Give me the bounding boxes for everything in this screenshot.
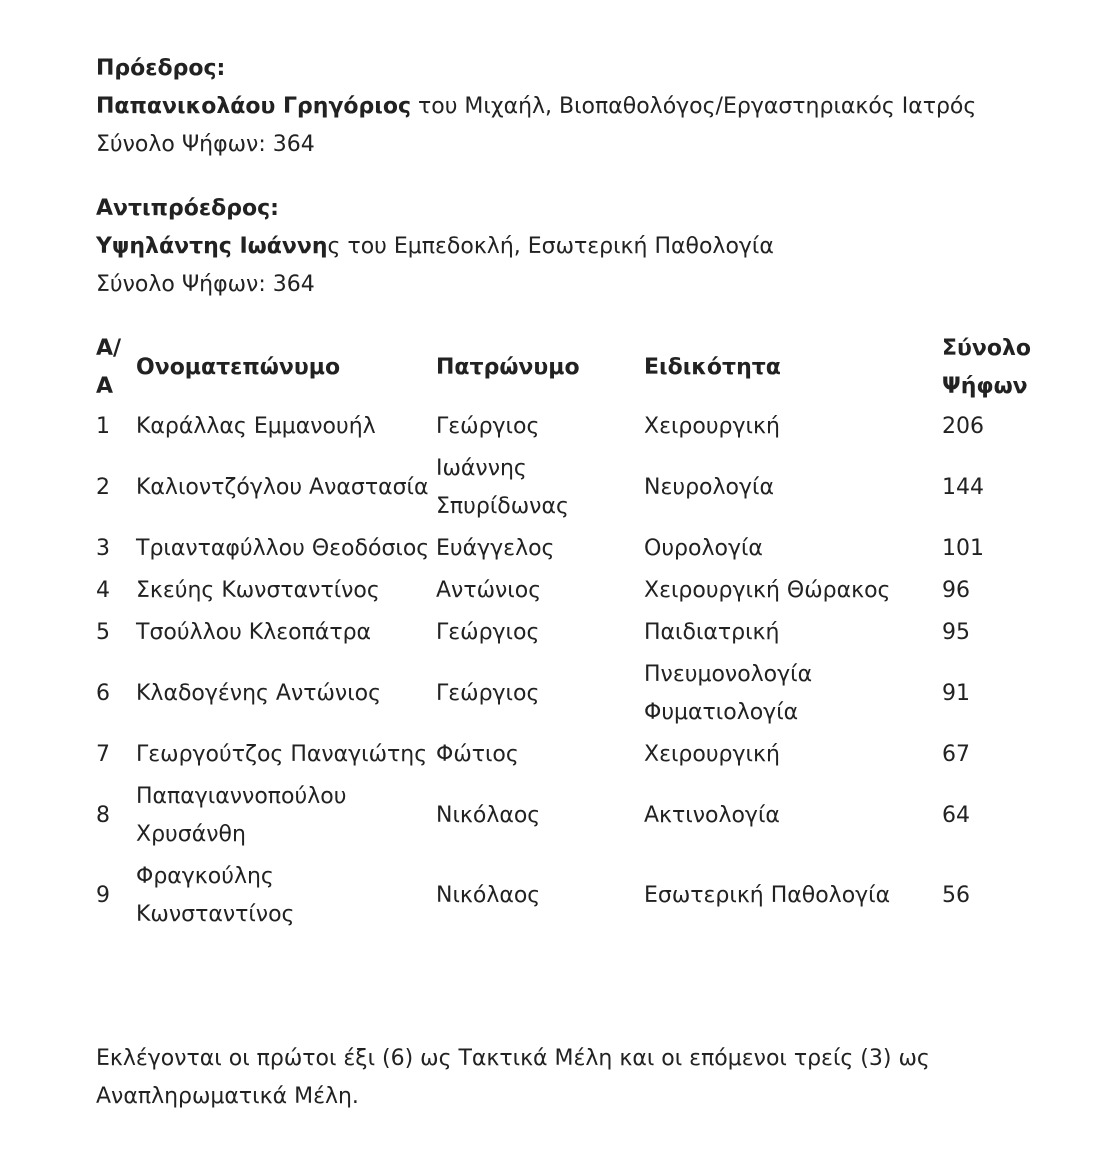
results-table [96, 330, 1042, 936]
table-row [96, 856, 1042, 936]
cell-votes: 101 [942, 536, 984, 561]
cell-specialty: Πνευμονολογία Φυματιολογία [644, 662, 813, 725]
cell-votes: 91 [942, 681, 970, 706]
cell-father: Φώτιος [436, 742, 519, 767]
cell-name: Παπαγιαννοπούλου Χρυσάνθη [136, 784, 347, 847]
vice-president-block [96, 190, 1056, 304]
cell-votes: 96 [942, 578, 970, 603]
cell-father: Γεώργιος [436, 414, 540, 439]
cell-index: 8 [96, 803, 110, 828]
header-specialty: Ειδικότητα [644, 355, 781, 380]
cell-father: Γεώργιος [436, 681, 540, 706]
cell-specialty: Χειρουργική [644, 742, 780, 767]
table-row [96, 654, 1042, 734]
header-name: Ονοματεπώνυμο [136, 355, 341, 380]
table-row [96, 570, 1042, 612]
president-name: Παπανικολάου Γρηγόριος [96, 94, 412, 119]
footer-note: Εκλέγονται οι πρώτοι έξι (6) ως Τακτικά Μέλη και οι επόμενοι τρείς (3) ως Αναπληρωματικά Μέλη. [96, 1046, 930, 1109]
table-row [96, 528, 1042, 570]
cell-index: 5 [96, 620, 110, 645]
header-index: Α/Α [96, 336, 122, 399]
cell-father: Ευάγγελος [436, 536, 555, 561]
table-row [96, 406, 1042, 448]
cell-index: 1 [96, 414, 110, 439]
header-votes: Σύνολο Ψήφων [942, 336, 1032, 399]
cell-father: Γεώργιος [436, 620, 540, 645]
cell-name: Τριανταφύλλου Θεοδόσιος [136, 536, 430, 561]
cell-name: Καράλλας Εμμανουήλ [136, 414, 376, 439]
cell-votes: 64 [942, 803, 970, 828]
vice-president-details: ς του Εμπεδοκλή, Εσωτερική Παθολογία [327, 234, 774, 259]
cell-name: Φραγκούλης Κωνσταντίνος [136, 864, 295, 927]
president-line [96, 88, 1056, 126]
president-block [96, 50, 1056, 164]
cell-index: 4 [96, 578, 110, 603]
cell-index: 2 [96, 475, 110, 500]
cell-specialty: Ουρολογία [644, 536, 763, 561]
cell-specialty: Ακτινολογία [644, 803, 780, 828]
cell-specialty: Παιδιατρική [644, 620, 780, 645]
table-header-row [96, 330, 1042, 406]
cell-index: 3 [96, 536, 110, 561]
document-body [96, 50, 1056, 304]
president-details: του Μιχαήλ, Βιοπαθολόγος/Εργαστηριακός Ιατρός [411, 94, 977, 119]
cell-specialty: Χειρουργική Θώρακος [644, 578, 891, 603]
cell-name: Τσούλλου Κλεοπάτρα [136, 620, 372, 645]
cell-specialty: Νευρολογία [644, 475, 774, 500]
cell-father: Νικόλαος [436, 883, 541, 908]
header-father: Πατρώνυμο [436, 355, 580, 380]
cell-votes: 95 [942, 620, 970, 645]
vice-president-name: Υψηλάντης Ιωάννη [96, 234, 328, 259]
cell-index: 7 [96, 742, 110, 767]
cell-name: Κλαδογένης Αντώνιος [136, 681, 382, 706]
president-votes: Σύνολο Ψήφων: 364 [96, 132, 315, 157]
table-row [96, 734, 1042, 776]
table-row [96, 448, 1042, 528]
president-title: Πρόεδρος: [96, 56, 226, 81]
vice-president-title: Αντιπρόεδρος: [96, 196, 279, 221]
vice-president-line [96, 228, 1056, 266]
cell-votes: 144 [942, 475, 984, 500]
cell-father: Αντώνιος [436, 578, 542, 603]
table-row [96, 776, 1042, 856]
cell-name: Καλιοντζόγλου Αναστασία [136, 475, 429, 500]
cell-votes: 67 [942, 742, 970, 767]
cell-name: Γεωργούτζος Παναγιώτης [136, 742, 428, 767]
table-row [96, 612, 1042, 654]
cell-father: Νικόλαος [436, 803, 541, 828]
cell-votes: 206 [942, 414, 984, 439]
cell-specialty: Εσωτερική Παθολογία [644, 883, 891, 908]
cell-father: Ιωάννης Σπυρίδωνας [436, 456, 569, 519]
cell-specialty: Χειρουργική [644, 414, 780, 439]
cell-index: 9 [96, 883, 110, 908]
vice-president-votes: Σύνολο Ψήφων: 364 [96, 272, 315, 297]
cell-name: Σκεύης Κωνσταντίνος [136, 578, 380, 603]
results-body [96, 406, 1042, 936]
cell-votes: 56 [942, 883, 970, 908]
cell-index: 6 [96, 681, 110, 706]
